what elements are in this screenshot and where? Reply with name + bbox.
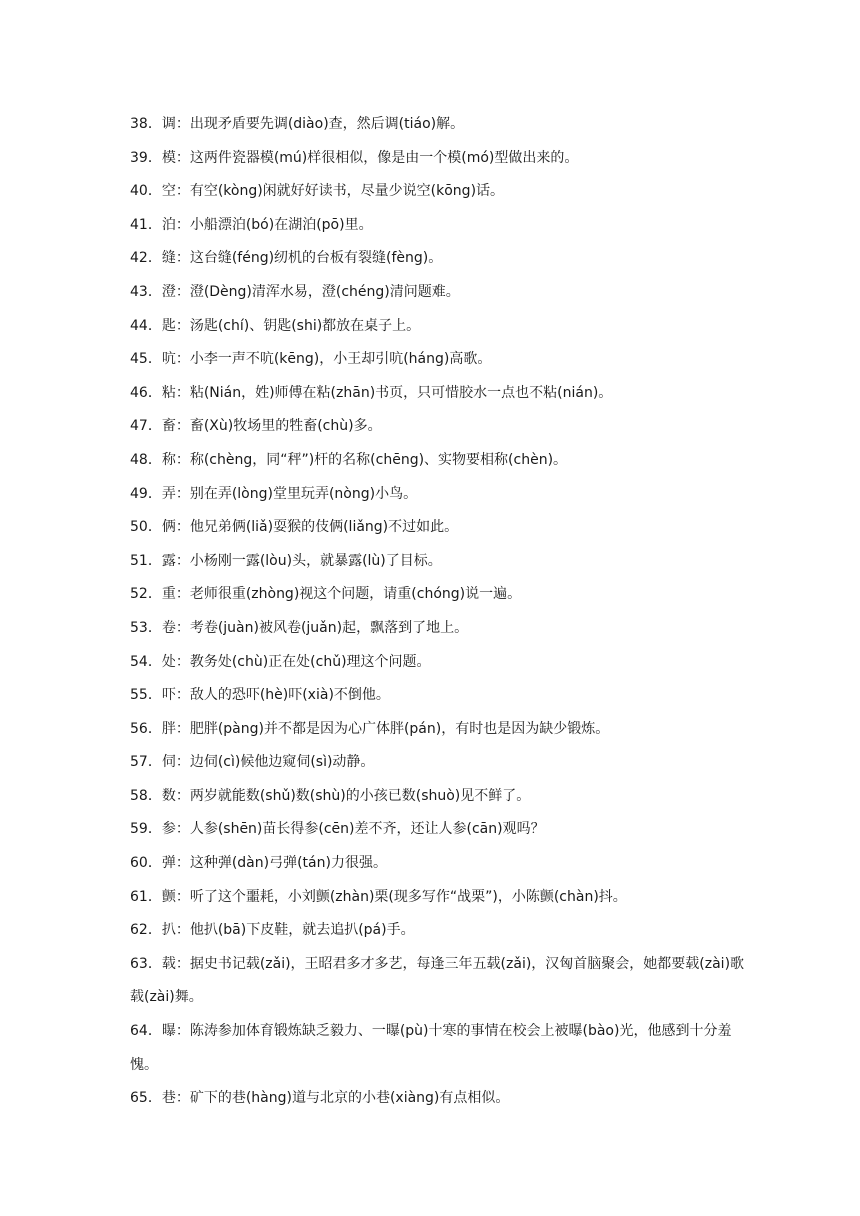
list-item: 54．处：教务处(chù)正在处(chǔ)理这个问题。 [130,653,431,670]
list-item: 58．数：两岁就能数(shǔ)数(shù)的小孩已数(shuò)见不鲜了。 [130,787,531,804]
list-item: 48．称：称(chèng，同“秤”)杆的名称(chēng)、实物要相称(chèn)。 [130,451,568,468]
list-item: 51．露：小杨刚一露(lòu)头，就暴露(lù)了目标。 [130,552,442,569]
list-item: 52．重：老师很重(zhòng)视这个问题，请重(chóng)说一遍。 [130,586,522,603]
list-item: 50．俩：他兄弟俩(liǎ)耍猴的伎俩(liǎng)不过如此。 [130,519,459,536]
list-item: 39．模：这两件瓷器模(mú)样很相似，像是由一个模(mó)型做出来的。 [130,149,579,166]
list-item: 45．吭：小李一声不吭(kēng)，小王却引吭(háng)高歌。 [130,351,492,368]
list-item: 57．伺：边伺(cì)候他边窥伺(sì)动静。 [130,754,375,771]
list-item: 55．吓：敌人的恐吓(hè)吓(xià)不倒他。 [130,687,390,704]
list-item: 47．畜：畜(Xù)牧场里的牲畜(chù)多。 [130,418,382,435]
list-item: 65．巷：矿下的巷(hàng)道与北京的小巷(xiàng)有点相似。 [130,1090,510,1107]
polyphone-entry-list [130,108,750,1116]
list-item: 44．匙：汤匙(chí)、钥匙(shi)都放在桌子上。 [130,317,421,334]
list-item: 62．扒：他扒(bā)下皮鞋，就去追扒(pá)手。 [130,922,415,939]
list-item: 63．载：据史书记载(zǎi)，王昭君多才多艺，每逢三年五载(zǎi)，汉匈首脑聚会，她都要载(zài)歌载(zài)舞。 [130,955,745,1006]
list-item: 59．参：人参(shēn)苗长得参(cēn)差不齐，还让人参(cān)观吗？ [130,821,545,838]
list-item: 61．颤：听了这个噩耗，小刘颤(zhàn)栗(现多写作“战栗”)，小陈颤(chàn)抖。 [130,888,627,905]
list-item: 38．调：出现矛盾要先调(diào)查，然后调(tiáo)解。 [130,116,465,132]
list-item: 42．缝：这台缝(féng)纫机的台板有裂缝(fèng)。 [130,250,443,267]
list-item: 43．澄：澄(Dèng)清浑水易，澄(chéng)清问题难。 [130,283,460,300]
list-item: 56．胖：肥胖(pàng)并不都是因为心广体胖(pán)，有时也是因为缺少锻炼。 [130,720,610,737]
list-item: 53．卷：考卷(juàn)被风卷(juǎn)起，飘落到了地上。 [130,619,469,636]
list-item: 64．曝：陈涛参加体育锻炼缺乏毅力、一曝(pù)十寒的事情在校会上被曝(bào)光，他感到十分羞愧。 [130,1023,732,1073]
list-item: 49．弄：别在弄(lòng)堂里玩弄(nòng)小鸟。 [130,485,418,502]
list-item: 40．空：有空(kòng)闲就好好读书，尽量少说空(kōng)话。 [130,183,505,200]
list-item: 60．弹：这种弹(dàn)弓弹(tán)力很强。 [130,855,387,872]
list-item: 46．粘：粘(Nián，姓)师傅在粘(zhān)书页，只可惜胶水一点也不粘(nián)。 [130,384,613,401]
list-item: 41．泊：小船漂泊(bó)在湖泊(pō)里。 [130,216,373,233]
